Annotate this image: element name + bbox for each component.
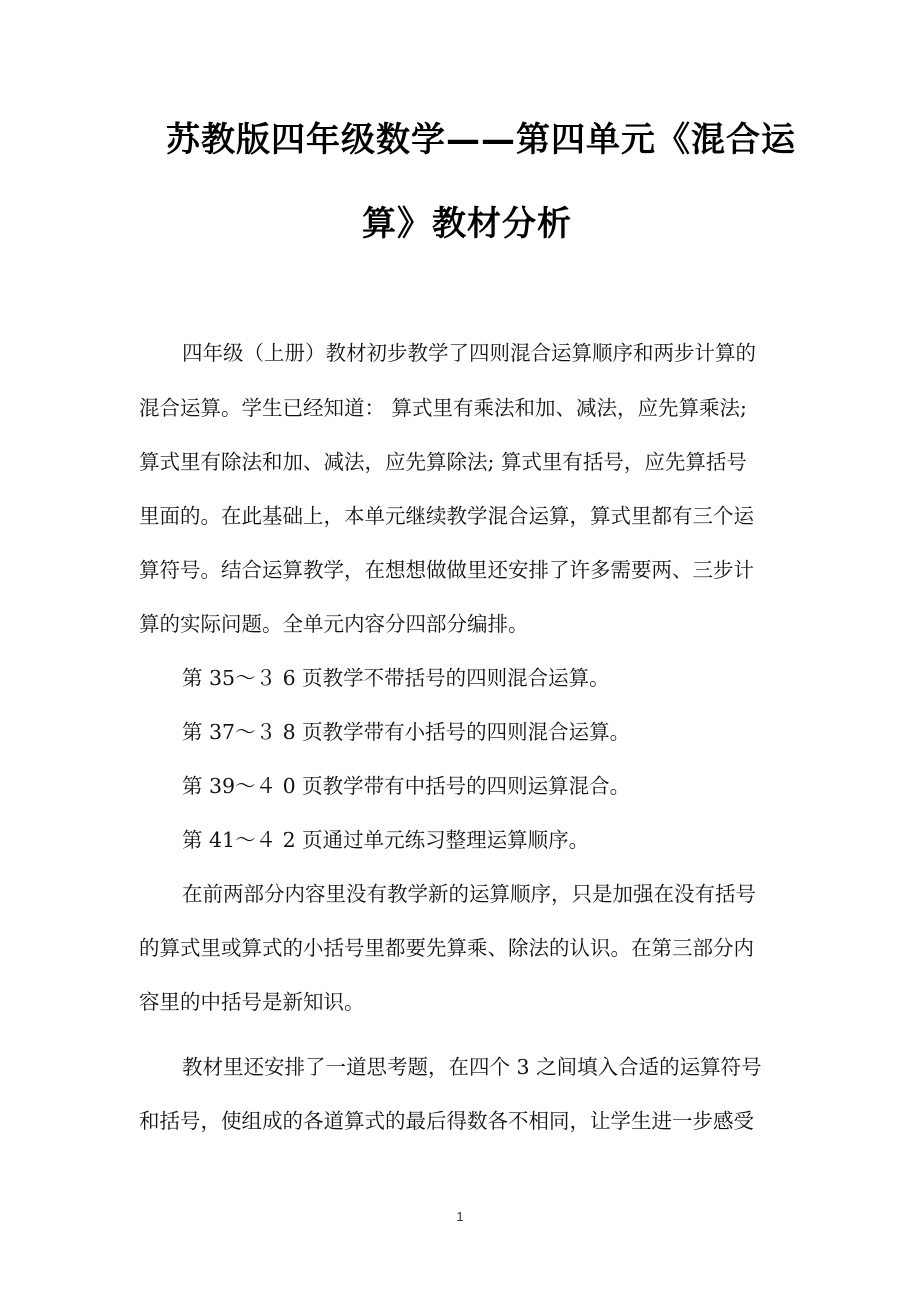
paragraph-1-line-4: 里面的。在此基础上，本单元继续教学混合运算，算式里都有三个运: [139, 504, 754, 528]
paragraph-1-line-1: 四年级（上册）教材初步教学了四则混合运算顺序和两步计算的: [182, 341, 756, 365]
page-number: 1: [456, 1209, 464, 1224]
paragraph-2-line-2: 的算式里或算式的小括号里都要先算乘、除法的认识。在第三部分内: [139, 936, 754, 960]
document-title-line-1: 苏教版四年级数学——第四单元《混合运: [166, 120, 796, 160]
paragraph-1-line-6: 算的实际问题。全单元内容分四部分编排。: [139, 612, 529, 636]
paragraph-1-line-3: 算式里有除法和加、减法，应先算除法; 算式里有括号，应先算括号: [139, 450, 747, 474]
paragraph-3-line-1: 教材里还安排了一道思考题，在四个 3 之间填入合适的运算符号: [182, 1055, 762, 1079]
document-title-line-2: 算》教材分析: [362, 204, 572, 244]
paragraph-1-line-2: 混合运算。学生已经知道： 算式里有乘法和加、减法，应先算乘法;: [139, 396, 747, 420]
paragraph-2-line-3: 容里的中括号是新知识。: [139, 990, 365, 1014]
paragraph-3-line-2: 和括号，使组成的各道算式的最后得数各不相同，让学生进一步感受: [139, 1109, 754, 1133]
section-line-4: 第 41～４ 2 页通过单元练习整理运算顺序。: [182, 828, 590, 852]
paragraph-1-line-5: 算符号。结合运算教学，在想想做做里还安排了许多需要两、三步计: [139, 558, 754, 582]
section-line-3: 第 39～４ 0 页教学带有中括号的四则运算混合。: [182, 774, 631, 798]
section-line-2: 第 37～３ 8 页教学带有小括号的四则混合运算。: [182, 720, 631, 744]
section-line-1: 第 35～３ 6 页教学不带括号的四则混合运算。: [182, 666, 610, 690]
paragraph-2-line-1: 在前两部分内容里没有教学新的运算顺序，只是加强在没有括号: [182, 882, 756, 906]
